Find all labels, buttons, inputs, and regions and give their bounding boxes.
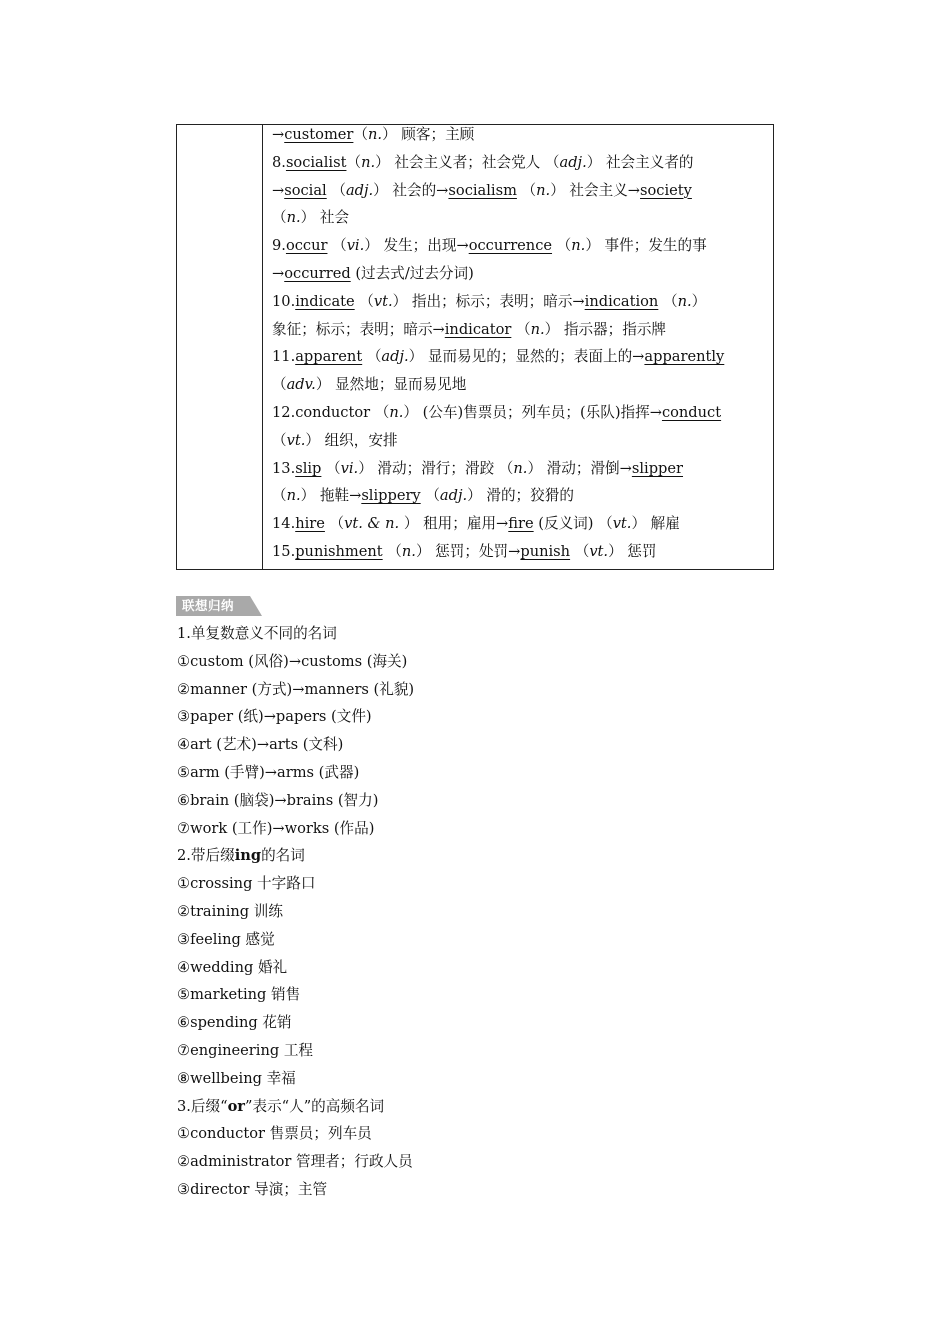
section-label-text: 联想归纳 [182, 598, 235, 613]
list-item: ⑦work (工作)→works (作品) [177, 819, 375, 837]
list-item: ⑤marketing 销售 [177, 986, 301, 1004]
list-item: ①conductor 售票员；列车员 [177, 1125, 372, 1143]
list-item: ②training 训练 [177, 902, 283, 920]
list-item: ②manner (方式)→manners (礼貌) [177, 680, 415, 698]
table-line: →social （adj.） 社会的→socialism （n.） 社会主义→society [272, 181, 692, 199]
table-line: 象征；标示；表明；暗示→indicator （n.） 指示器；指示牌 [272, 320, 667, 338]
list-item: ③director 导演；主管 [177, 1180, 328, 1198]
table-line: 11.apparent （adj.） 显而易见的；显然的；表面上的→apparently [272, 348, 725, 366]
list-item: ②administrator 管理者；行政人员 [177, 1153, 413, 1171]
list-item: ①crossing 十字路口 [177, 875, 316, 893]
summary-list [177, 620, 777, 1204]
table-line: 9.occur （vi.） 发生；出现→occurrence （n.） 事件；发生的事 [272, 237, 707, 255]
table-left-cell [177, 125, 263, 569]
table-line: 8.socialist（n.） 社会主义者；社会党人 （adj.） 社会主义者的 [272, 153, 694, 171]
group-heading: 3.后缀“or”表示“人”的高频名词 [177, 1097, 385, 1115]
section-label [176, 596, 262, 616]
word-table [176, 124, 774, 570]
list-item: ③feeling 感觉 [177, 930, 275, 948]
table-line: 10.indicate （vt.） 指出；标示；表明；暗示→indication （n.） [272, 292, 707, 310]
table-line: →occurred (过去式/过去分词) [272, 264, 474, 282]
table-line: （n.） 社会 [272, 209, 350, 227]
list-item: ⑦engineering 工程 [177, 1041, 314, 1059]
table-line: 12.conductor （n.） (公车)售票员；列车员；(乐队)指挥→conduct [272, 403, 722, 421]
list-item: ③paper (纸)→papers (文件) [177, 708, 372, 726]
table-line: （vt.） 组织，安排 [272, 431, 398, 449]
list-item: ⑤arm (手臂)→arms (武器) [177, 763, 360, 781]
list-item: ⑧wellbeing 幸福 [177, 1069, 296, 1087]
table-line: 14.hire （vt. & n. ） 租用；雇用→fire (反义词) （vt.） 解雇 [272, 515, 680, 533]
list-item: ④wedding 婚礼 [177, 958, 288, 976]
list-item: ⑥brain (脑袋)→brains (智力) [177, 791, 379, 809]
list-item: ①custom (风俗)→customs (海关) [177, 652, 408, 670]
table-right-cell [264, 125, 773, 569]
table-line: →customer（n.） 顾客；主顾 [272, 126, 475, 143]
table-line: （n.） 拖鞋→slippery （adj.） 滑的；狡猾的 [272, 487, 574, 505]
table-line: （adv.） 显然地；显而易见地 [272, 376, 467, 394]
group-heading: 2.带后缀ing的名词 [177, 847, 305, 865]
list-item: ⑥spending 花销 [177, 1014, 292, 1032]
list-item: ④art (艺术)→arts (文科) [177, 736, 344, 754]
group-heading: 1.单复数意义不同的名词 [177, 625, 337, 642]
table-line: 13.slip （vi.） 滑动；滑行；滑跤 （n.） 滑动；滑倒→slipper [272, 459, 684, 477]
table-line: 15.punishment （n.） 惩罚；处罚→punish （vt.） 惩罚 [272, 542, 657, 560]
